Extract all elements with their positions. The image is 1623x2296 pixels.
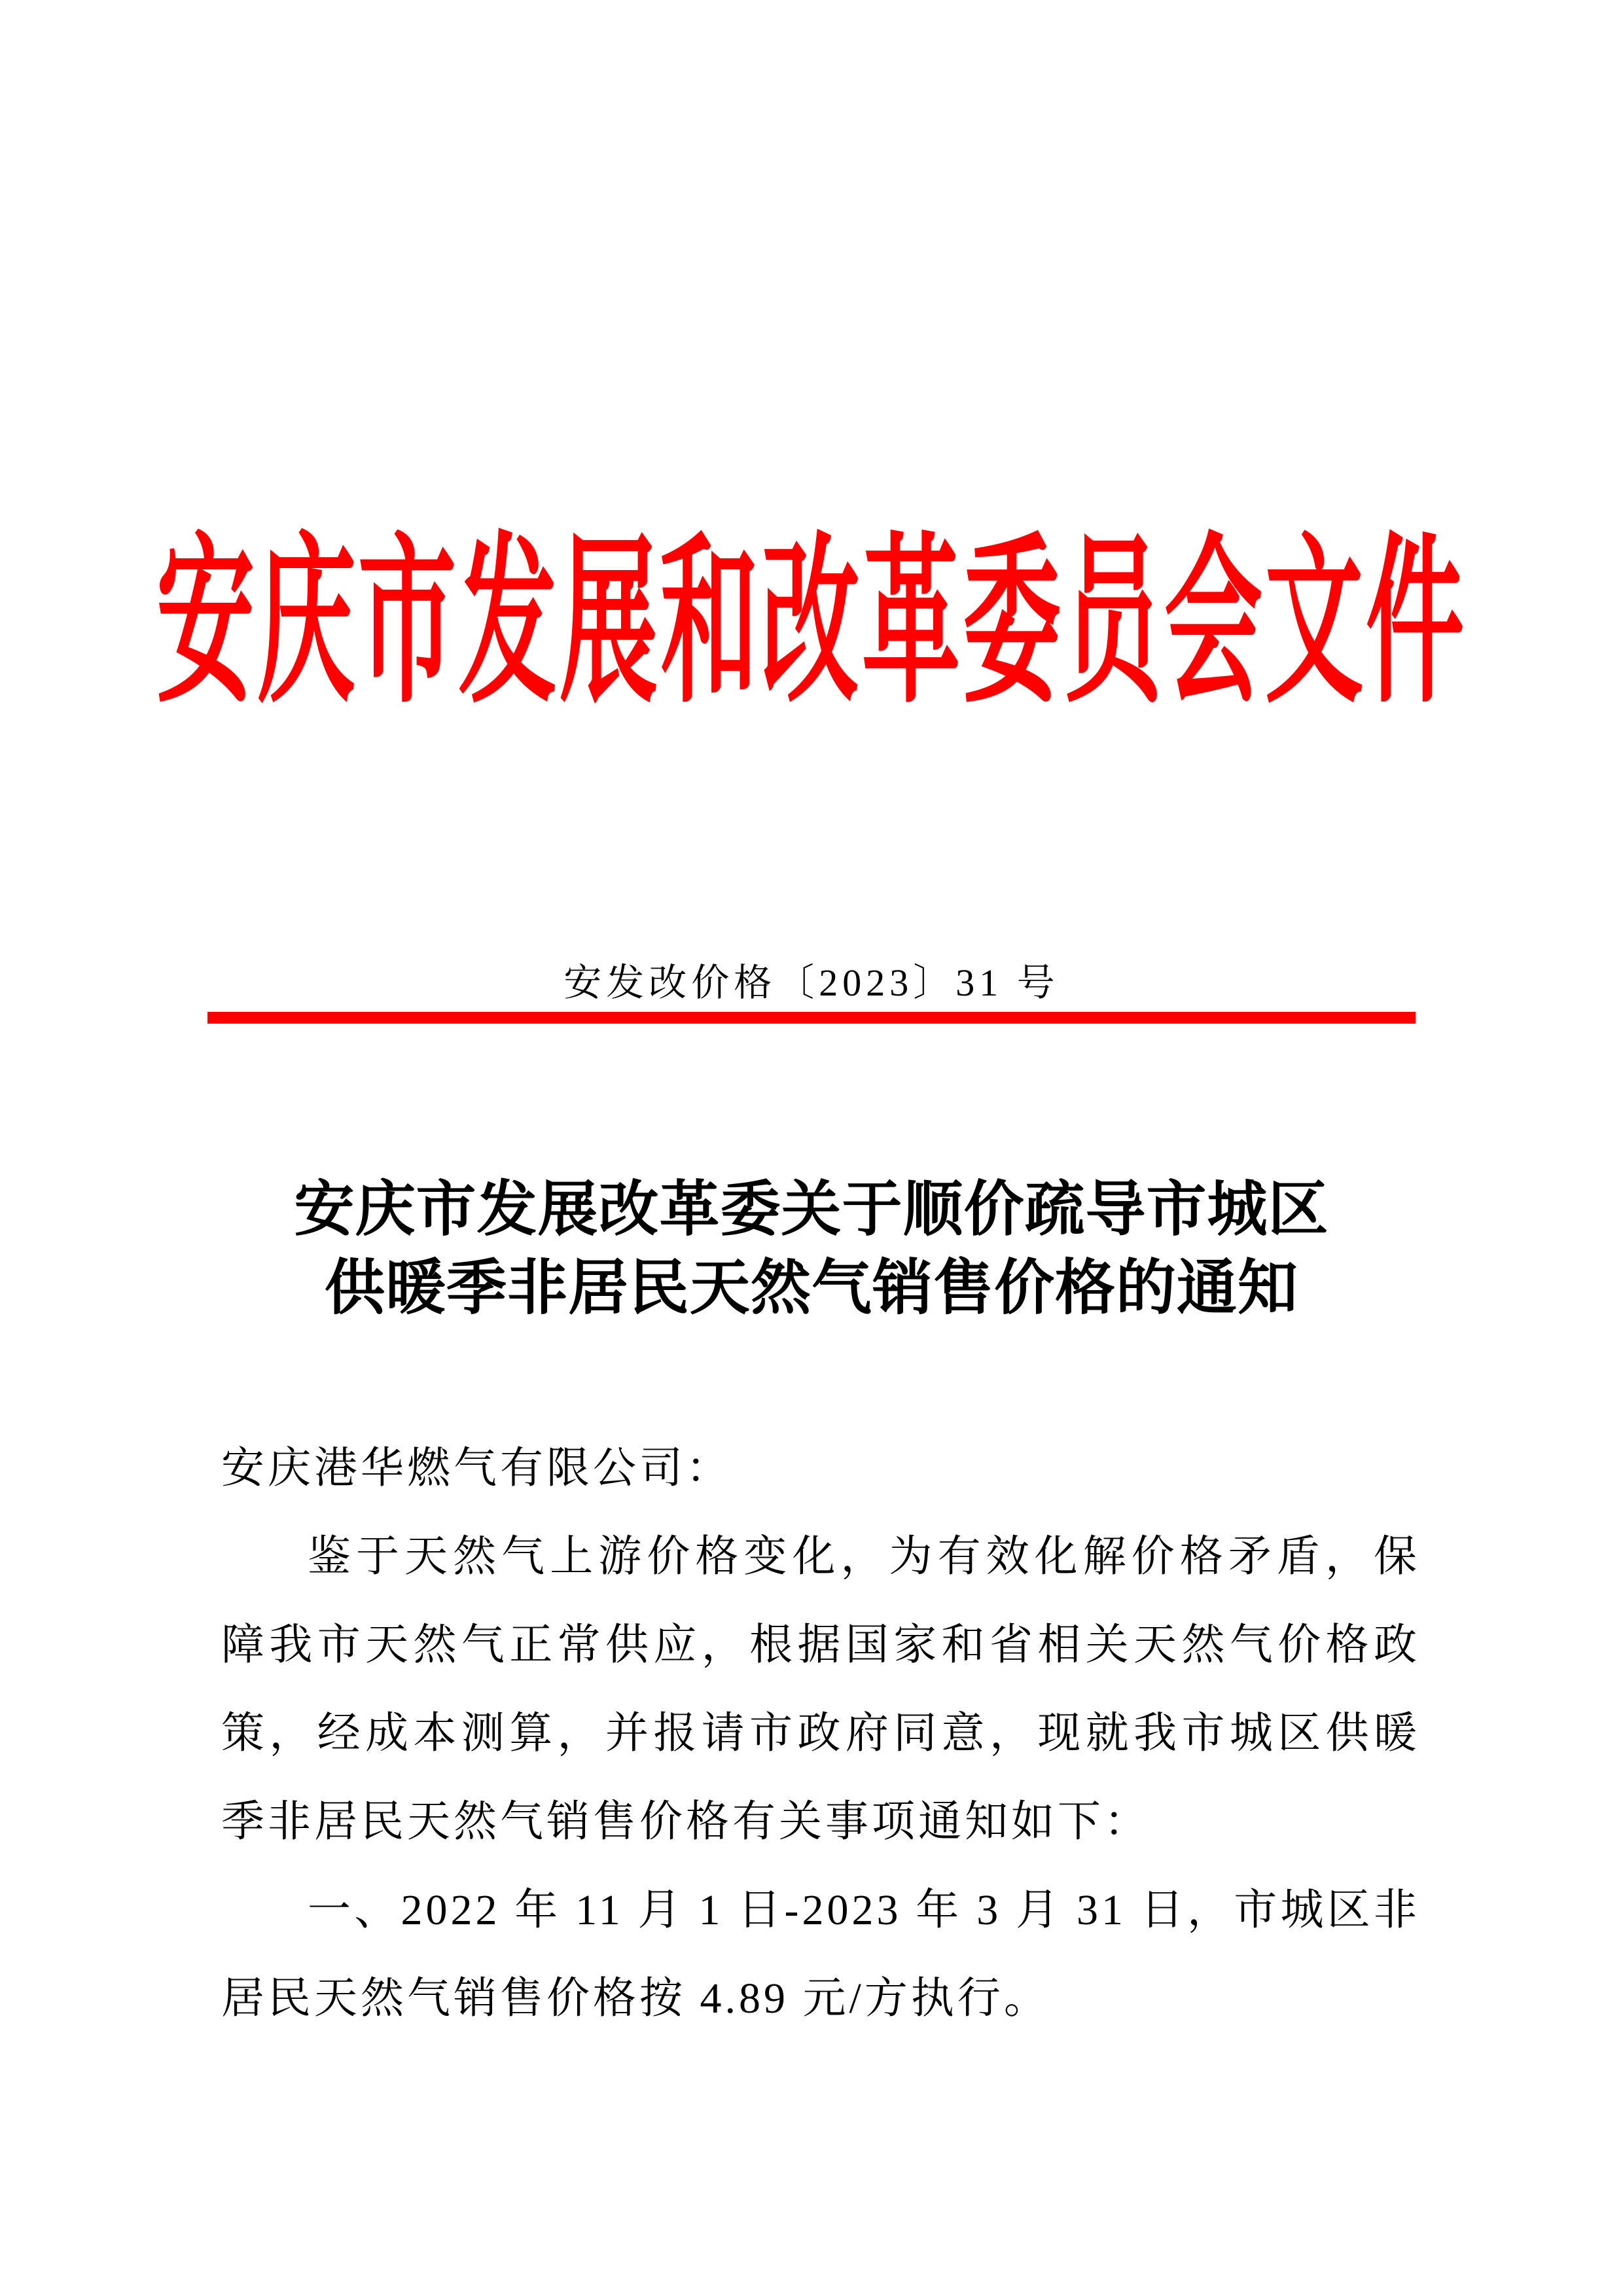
notice-title-line2: 供暖季非居民天然气销售价格的通知 — [324, 1255, 1298, 1321]
notice-body — [221, 1424, 1420, 2043]
body-paragraph-1: 鉴于天然气上游价格变化，为有效化解价格矛盾，保障我市天然气正常供应，根据国家和省相关天然气价格政策，经成本测算，并报请市政府同意，现就我市城区供暖季非居民天然气销售价格有关事项通知如下： — [221, 1533, 1420, 1846]
notice-title — [0, 1170, 1623, 1327]
red-divider-rule — [207, 1012, 1416, 1024]
recipient-line: 安庆港华燃气有限公司： — [221, 1444, 732, 1492]
notice-title-line1: 安庆市发展改革委关于顺价疏导市城区 — [294, 1176, 1329, 1243]
agency-letterhead-title: 安庆市发展和改革委员会文件 — [156, 524, 1467, 725]
body-paragraph-2: 一、2022 年 11 月 1 日-2023 年 3 月 31 日，市城区非居民天然气销售价格按 4.89 元/方执行。 — [221, 1886, 1420, 2022]
document-reference-number: 安发改价格〔2023〕31 号 — [563, 961, 1060, 1004]
